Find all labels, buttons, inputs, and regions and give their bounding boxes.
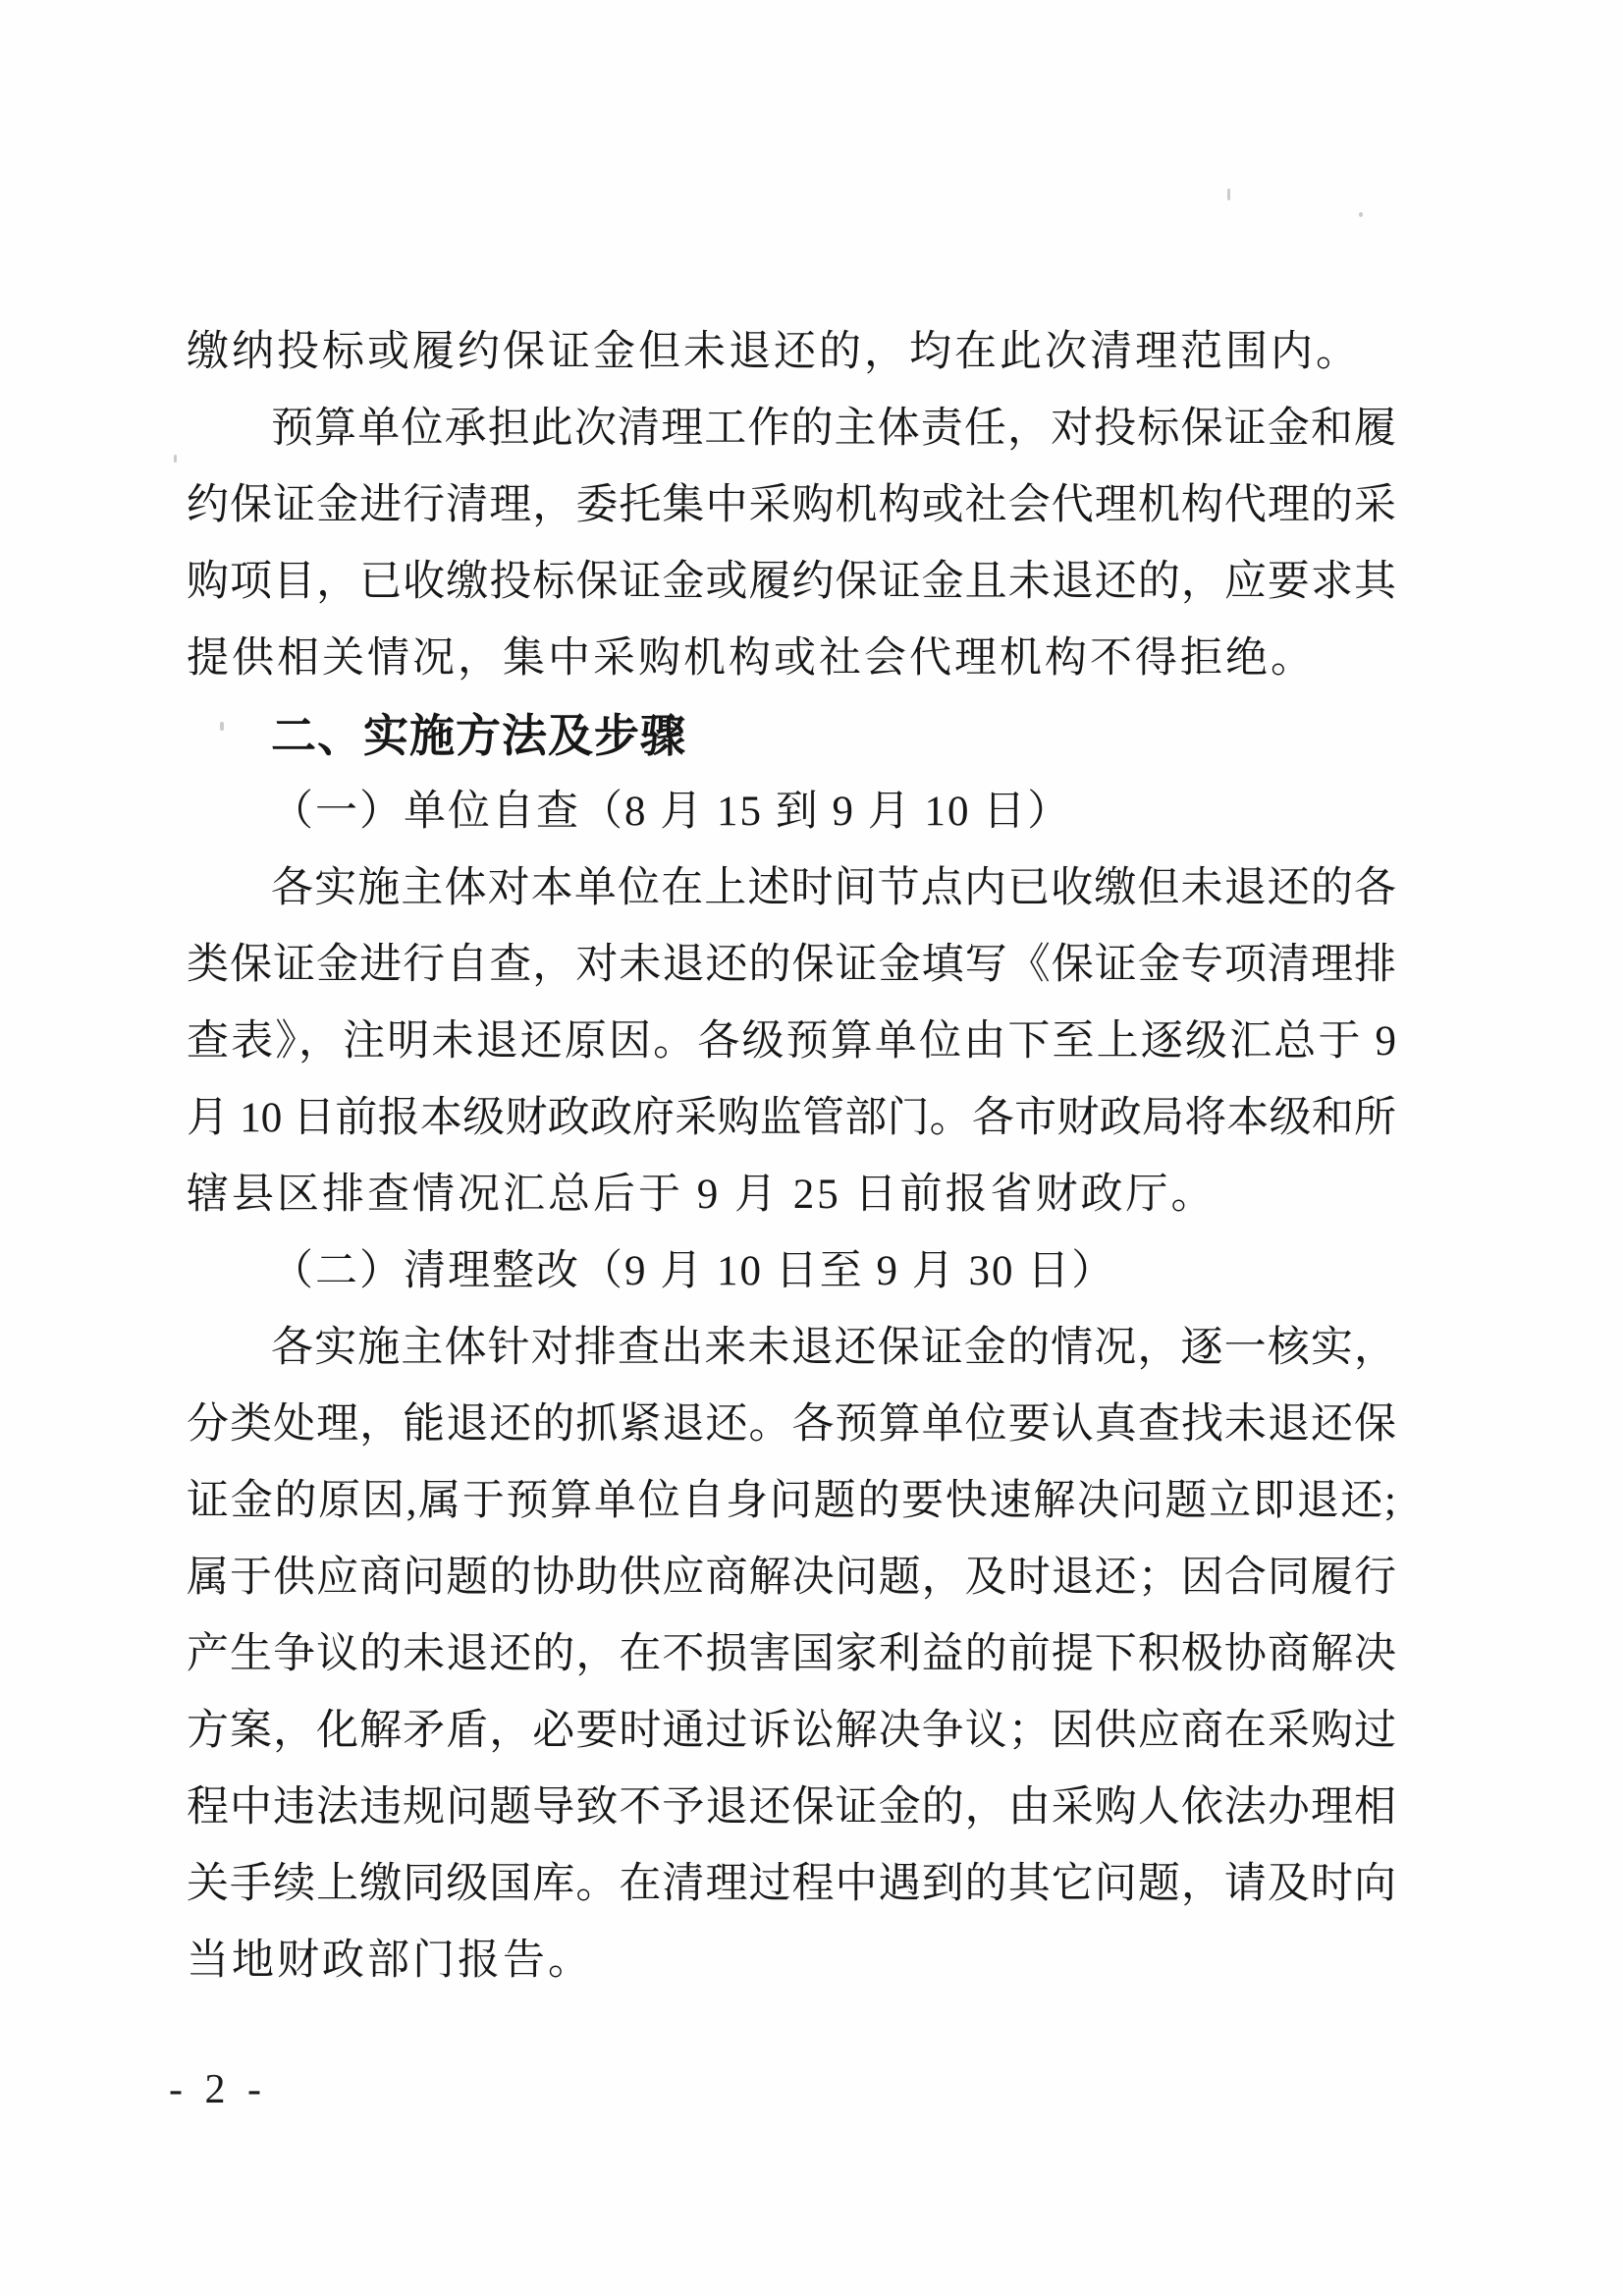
text-line: 分类处理，能退还的抓紧退还。各预算单位要认真查找未退还保	[187, 1401, 1396, 1448]
text-line: 缴纳投标或履约保证金但未退还的，均在此次清理范围内。	[187, 329, 1361, 375]
text-line: 查表》，注明未退还原因。各级预算单位由下至上逐级汇总于 9	[187, 1018, 1396, 1065]
section-heading: 二、实施方法及步骤	[271, 710, 686, 761]
text-line: 各实施主体针对排查出来未退还保证金的情况，逐一核实，	[271, 1325, 1396, 1371]
text-line: 属于供应商问题的协助供应商解决问题，及时退还；因合同履行	[187, 1555, 1396, 1601]
page-number: - 2 -	[169, 2067, 263, 2112]
text-line: 购项目，已收缴投标保证金或履约保证金且未退还的，应要求其	[187, 559, 1396, 605]
text-line: 辖县区排查情况汇总后于 9 月 25 日前报省财政厅。	[187, 1172, 1217, 1218]
text-line: 当地财政部门报告。	[187, 1938, 593, 1984]
subsection-heading: （二）清理整改（9 月 10 日至 9 月 30 日）	[271, 1248, 1116, 1294]
text-line: 程中违法违规问题导致不予退还保证金的，由采购人依法办理相	[187, 1784, 1396, 1831]
text-line: 关手续上缴同级国库。在清理过程中遇到的其它问题，请及时向	[187, 1861, 1396, 1907]
text-line: 提供相关情况，集中采购机构或社会代理机构不得拒绝。	[187, 635, 1316, 682]
subsection-heading: （一）单位自查（8 月 15 到 9 月 10 日）	[271, 789, 1072, 835]
body-text	[187, 314, 1396, 1999]
scan-speckle	[1227, 189, 1230, 200]
text-line: 方案，化解矛盾，必要时通过诉讼解决争议；因供应商在采购过	[187, 1708, 1396, 1754]
text-line: 产生争议的未退还的，在不损害国家利益的前提下积极协商解决	[187, 1631, 1396, 1677]
text-line: 约保证金进行清理，委托集中采购机构或社会代理机构代理的采	[187, 482, 1396, 528]
text-line: 月 10 日前报本级财政政府采购监管部门。各市财政局将本级和所	[187, 1095, 1396, 1141]
scan-speckle	[174, 455, 177, 463]
text-line: 类保证金进行自查，对未退还的保证金填写《保证金专项清理排	[187, 942, 1396, 988]
text-line: 各实施主体对本单位在上述时间节点内已收缴但未退还的各	[271, 865, 1396, 911]
scan-speckle	[1359, 212, 1363, 217]
text-line: 证金的原因,属于预算单位自身问题的要快速解决问题立即退还;	[187, 1478, 1396, 1524]
text-line: 预算单位承担此次清理工作的主体责任，对投标保证金和履	[271, 406, 1396, 452]
